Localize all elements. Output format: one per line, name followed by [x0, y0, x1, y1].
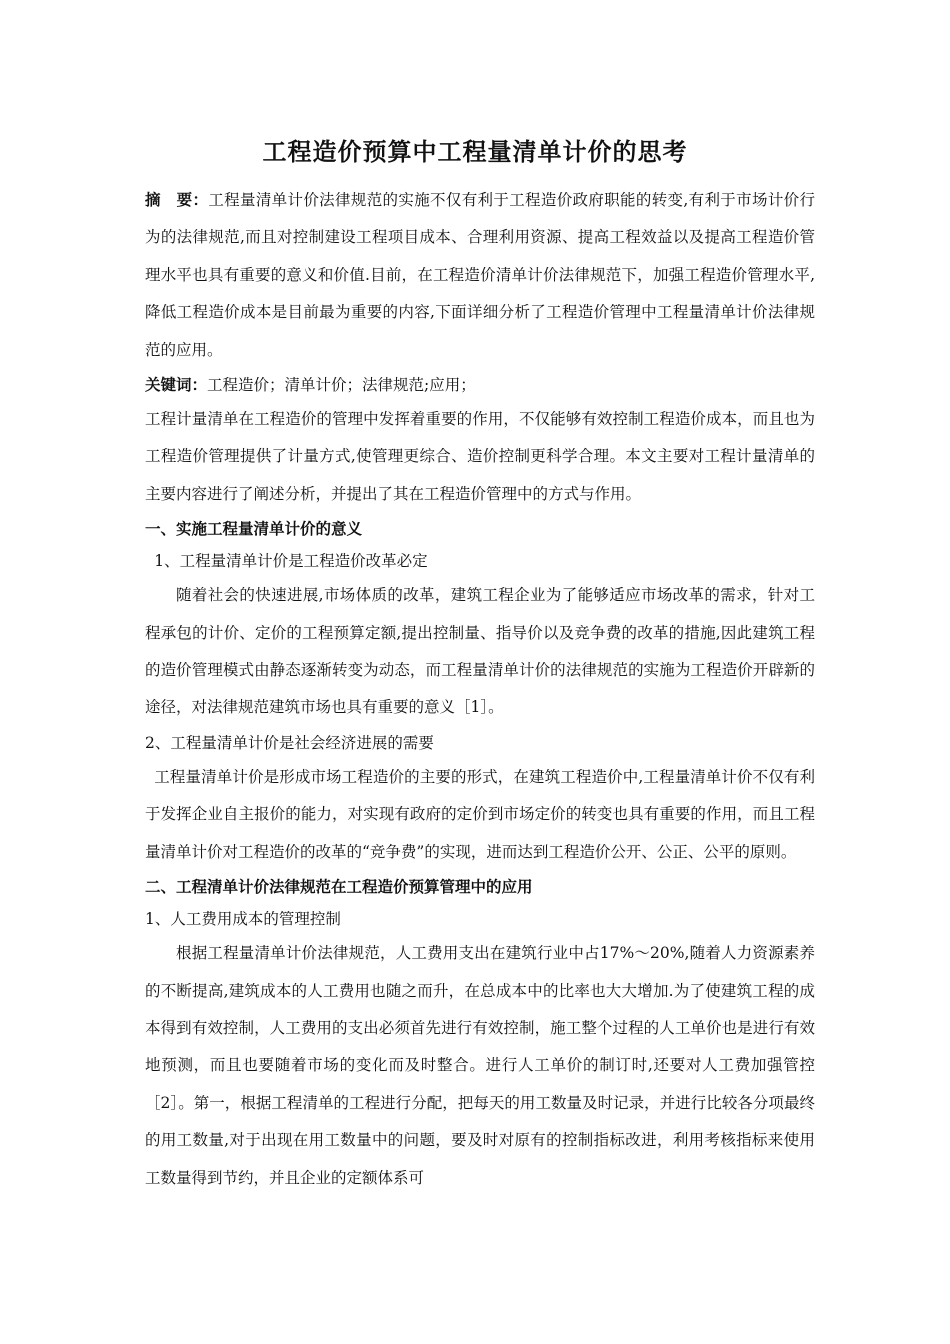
section2-heading: 二、工程清单计价法律规范在工程造价预算管理中的应用	[145, 878, 533, 897]
keywords-line	[145, 369, 815, 401]
page-title: 工程造价预算中工程量清单计价的思考	[262, 138, 688, 166]
section2-sub1-heading: 1、人工费用成本的管理控制	[145, 910, 341, 929]
document-body	[145, 182, 815, 1197]
keywords-label: 关键词：	[145, 376, 208, 395]
abstract-text: 工程量清单计价法律规范的实施不仅有利于工程造价政府职能的转变,有利于市场计价行为的法律规范,而且对控制建设工程项目成本、合理利用资源、提高工程效益以及提高工程造价管理水平也具有重要的意义和价值.目前，在工程造价清单计价法律规范下，加强工程造价管理水平,降低工程造价成本是目前最为重要的内容,下面详细分析了工程造价管理中工程量清单计价法律规范的应用。	[145, 191, 815, 359]
section1-sub1-paragraph: 随着社会的快速进展,市场体质的改革，建筑工程企业为了能够适应市场改革的需求，针对工程承包的计价、定价的工程预算定额,提出控制量、指导价以及竞争费的改革的措施,因此建筑工程的造价管理模式由静态逐渐转变为动态，而工程量清单计价的法律规范的实施为工程造价开辟新的途径，对法律规范建筑市场也具有重要的意义［1］。	[145, 586, 815, 717]
section1-heading: 一、实施工程量清单计价的意义	[145, 520, 363, 539]
section1-sub1-heading: 1、工程量清单计价是工程造价改革必定	[154, 552, 428, 571]
section2-sub1-paragraph: 根据工程量清单计价法律规范，人工费用支出在建筑行业中占17%～20%,随着人力资源素养的不断提高,建筑成本的人工费用也随之而升，在总成本中的比率也大大增加.为了使建筑工程的成本得到有效控制，人工费用的支出必须首先进行有效控制，施工整个过程的人工单价也是进行有效地预测，而且也要随着市场的变化而及时整合。进行人工单价的制订时,还要对人工费加强管控［2］。第一，根据工程清单的工程进行分配，把每天的用工数量及时记录，并进行比较各分项最终的用工数量,对于出现在用工数量中的问题，要及时对原有的控制指标改进，利用考核指标来使用工数量得到节约，并且企业的定额体系可	[145, 944, 815, 1187]
section1-sub2-paragraph: 工程量清单计价是形成市场工程造价的主要的形式，在建筑工程造价中,工程量清单计价不仅有利于发挥企业自主报价的能力，对实现有政府的定价到市场定价的转变也具有重要的作用，而且工程量清单计价对工程造价的改革的“竞争费”的实现，进而达到工程造价公开、公正、公平的原则。	[145, 767, 815, 861]
keywords-text: 工程造价；清单计价；法律规范;应用；	[207, 376, 476, 395]
section1-sub2-heading: 2、工程量清单计价是社会经济进展的需要	[145, 733, 434, 752]
intro-paragraph: 工程计量清单在工程造价的管理中发挥着重要的作用，不仅能够有效控制工程造价成本，而且也为工程造价管理提供了计量方式,使管理更综合、造价控制更科学合理。本文主要对工程计量清单的主要内容进行了阐述分析，并提出了其在工程造价管理中的方式与作用。	[145, 410, 815, 503]
abstract-paragraph	[145, 182, 815, 369]
abstract-label: 摘 要：	[145, 191, 209, 209]
